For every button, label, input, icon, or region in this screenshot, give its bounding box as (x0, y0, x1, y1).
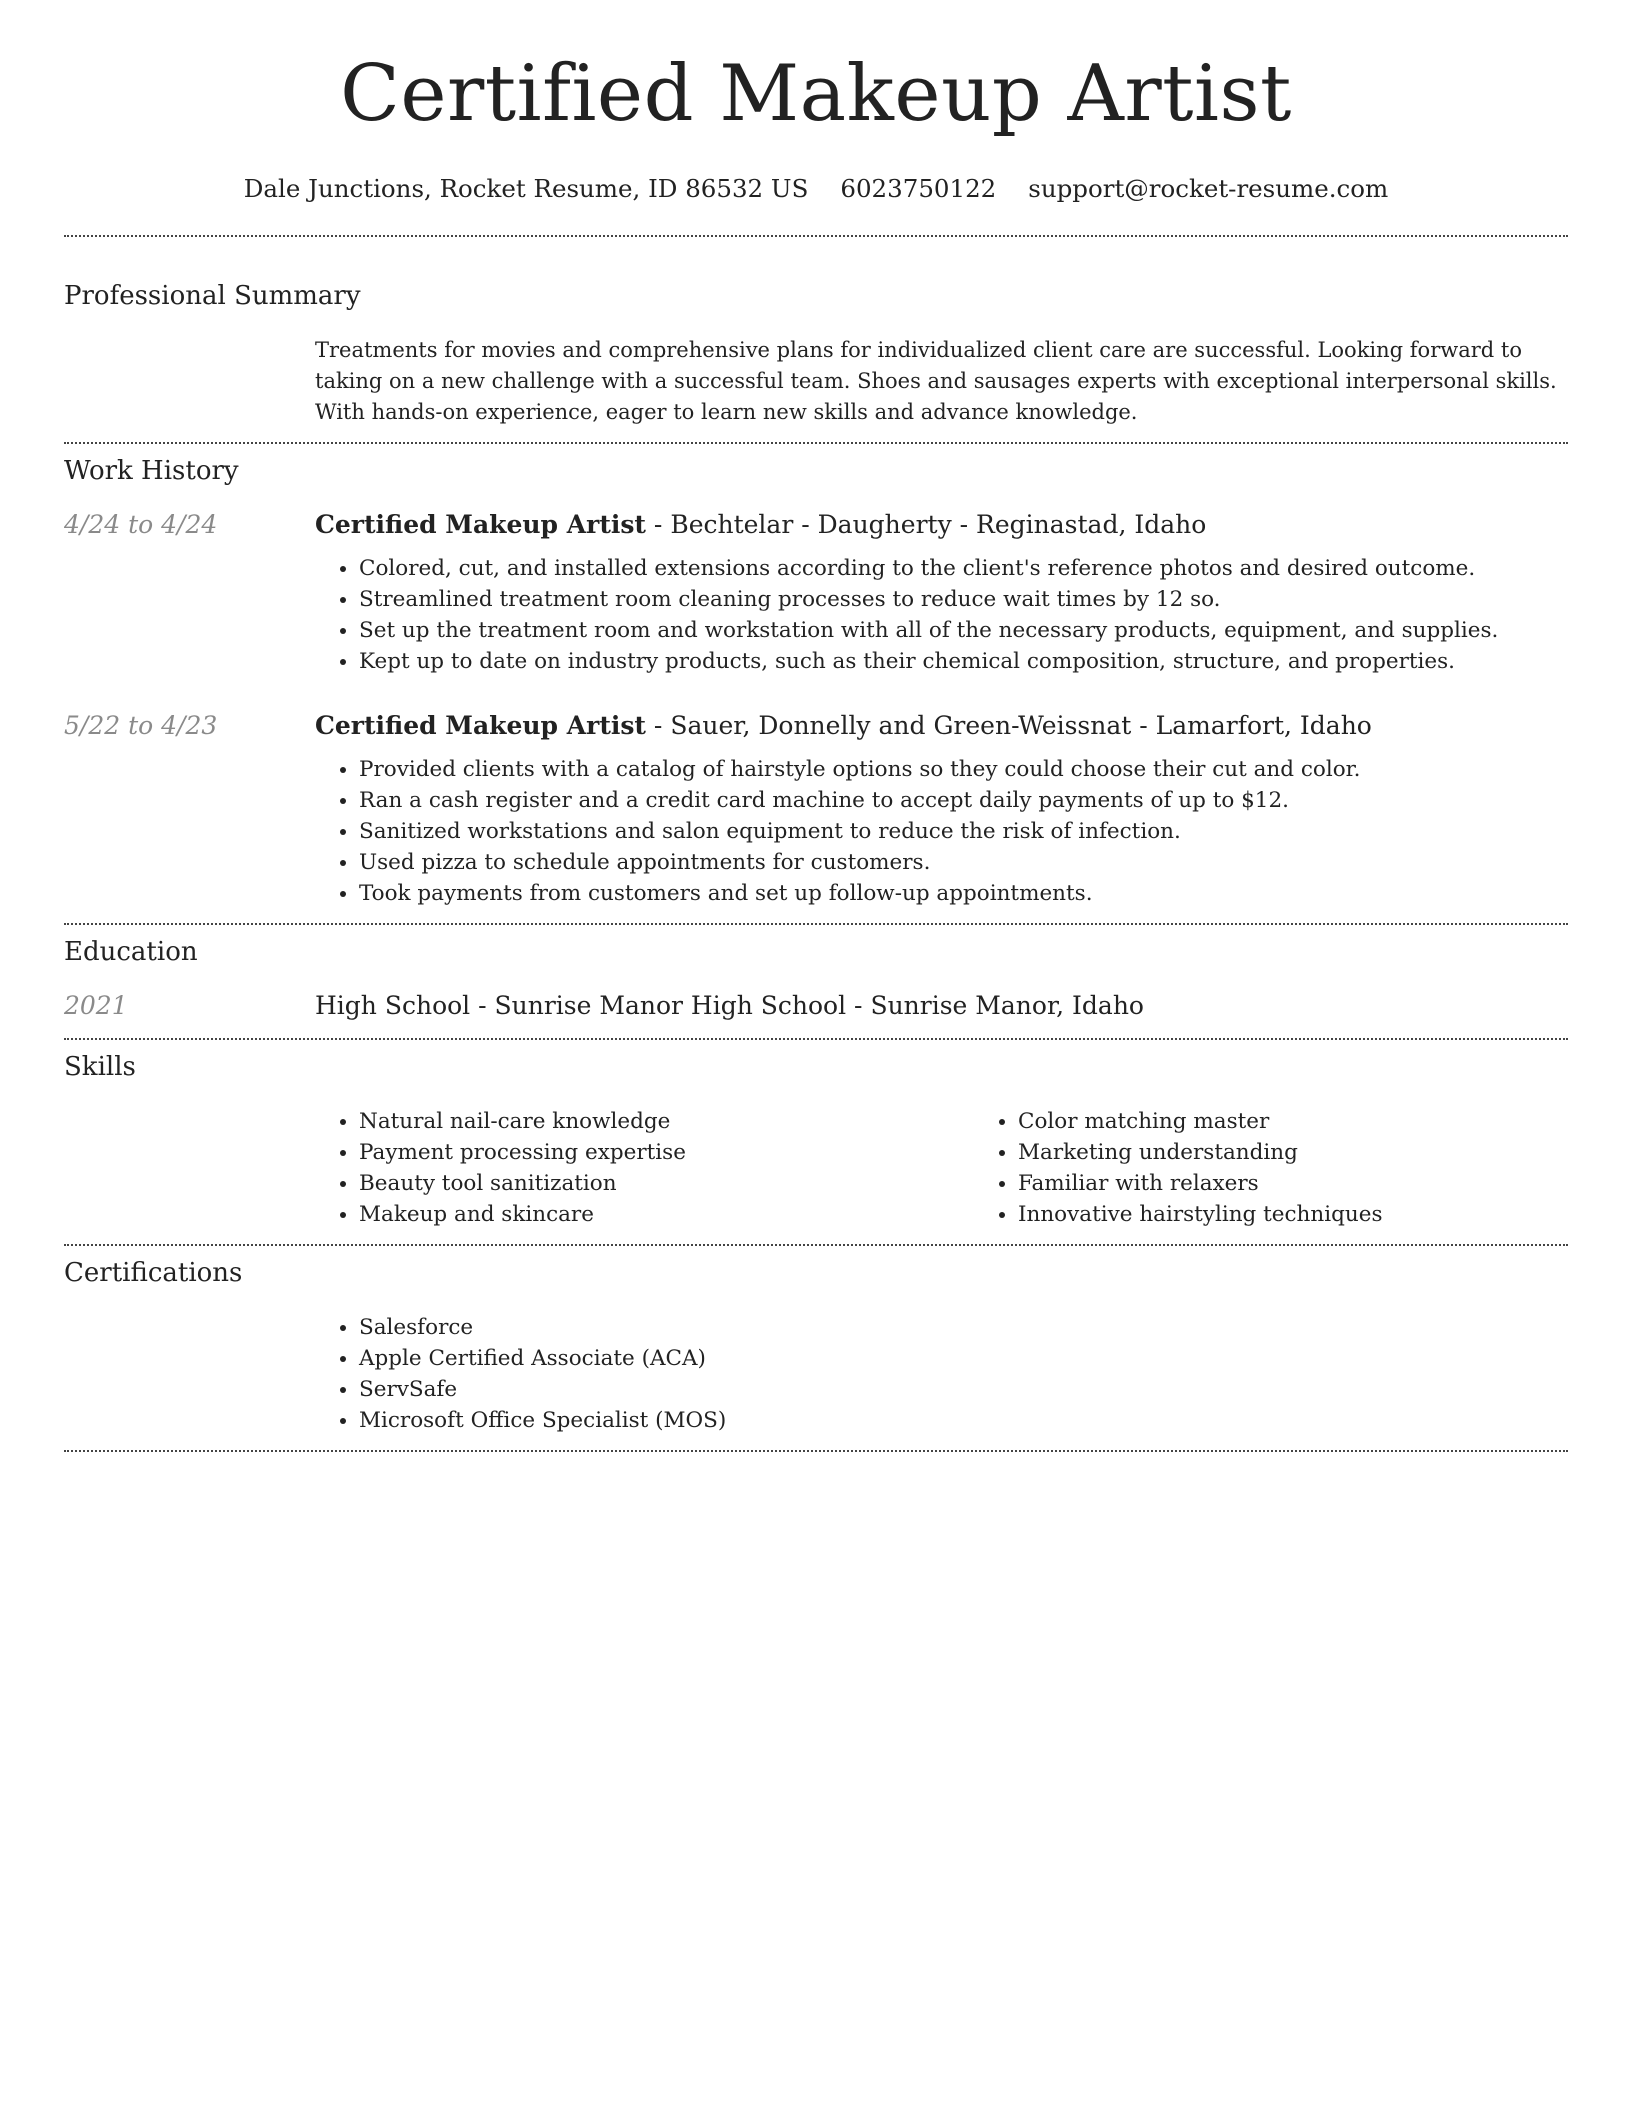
list-item: • Beauty tool sanitization (359, 1168, 974, 1199)
contact-phone: 6023750122 (840, 173, 997, 203)
contact-address: Dale Junctions, Rocket Resume, ID 86532 US (243, 173, 809, 203)
list-item: • Familiar with relaxers (1018, 1168, 1632, 1199)
resume-page (0, 49, 1632, 2112)
list-item: • Makeup and skincare (359, 1199, 974, 1230)
list-item: • Natural nail-care knowledge (359, 1106, 974, 1137)
job-bullets (359, 553, 1568, 677)
list-item: • Salesforce (359, 1312, 1568, 1343)
job-title: Certified Makeup Artist (315, 710, 646, 740)
job-dates: 4/24 to 4/24 (64, 509, 218, 539)
list-item: • Sanitized workstations and salon equipment to reduce the risk of infection. (359, 816, 1568, 847)
education-section (64, 925, 1568, 1038)
list-item: • Used pizza to schedule appointments for customers. (359, 847, 1568, 878)
contact-line (64, 174, 1568, 203)
education-details: - Sunrise Manor High School - Sunrise Manor, Idaho (470, 990, 1144, 1020)
work-history-heading: Work History (64, 455, 239, 486)
skills-section (64, 1040, 1568, 1244)
summary-section (64, 237, 1568, 442)
list-item: • Marketing understanding (1018, 1137, 1632, 1168)
job-details: - Bechtelar - Daugherty - Reginastad, Idaho (645, 509, 1207, 539)
summary-heading: Professional Summary (64, 280, 361, 311)
job-heading (315, 510, 1568, 539)
list-item: • Provided clients with a catalog of hairstyle options so they could choose their cut and color. (359, 754, 1568, 785)
education-entry (64, 991, 1568, 1020)
list-item: • Apple Certified Associate (ACA) (359, 1343, 1568, 1374)
list-item: • Colored, cut, and installed extensions according to the client's reference photos and desired outcome. (359, 553, 1568, 584)
skills-grid (315, 1092, 1632, 1230)
list-item: • Payment processing expertise (359, 1137, 974, 1168)
education-heading: Education (64, 936, 198, 967)
list-item: • Microsoft Office Specialist (MOS) (359, 1405, 1568, 1436)
list-item: • Kept up to date on industry products, such as their chemical composition, structure, and properties. (359, 646, 1568, 677)
certifications-list (359, 1312, 1568, 1436)
job-bullets (359, 754, 1568, 909)
certifications-heading: Certifications (64, 1257, 243, 1288)
education-degree: High School (315, 990, 471, 1020)
job-details: - Sauer, Donnelly and Green-Weissnat - Lamarfort, Idaho (645, 710, 1372, 740)
certifications-section (64, 1246, 1568, 1450)
skills-list-left (359, 1106, 974, 1230)
list-item: • Ran a cash register and a credit card machine to accept daily payments of up to $12. (359, 785, 1568, 816)
list-item: • ServSafe (359, 1374, 1568, 1405)
list-item: • Set up the treatment room and workstation with all of the necessary products, equipment, and supplies. (359, 615, 1568, 646)
divider (64, 1450, 1568, 1452)
list-item: • Innovative hairstyling techniques (1018, 1199, 1632, 1230)
education-heading-line (315, 991, 1568, 1020)
job-title: Certified Makeup Artist (315, 509, 646, 539)
resume-name: Certified Makeup Artist (340, 49, 1292, 139)
work-history-section (64, 444, 1568, 923)
job-heading (315, 711, 1568, 740)
job-entry (64, 711, 1568, 909)
skills-list-right (1018, 1106, 1632, 1230)
education-date: 2021 (64, 990, 128, 1020)
list-item: • Took payments from customers and set up follow-up appointments. (359, 878, 1568, 909)
list-item: • Streamlined treatment room cleaning processes to reduce wait times by 12 so. (359, 584, 1568, 615)
contact-email: support@rocket-resume.com (1028, 173, 1389, 203)
job-entry (64, 510, 1568, 677)
skills-heading: Skills (64, 1051, 136, 1082)
summary-text: Treatments for movies and comprehensive plans for individualized client care are successful. Looking forward to taking on a new challenge with a successful team. Shoes and sausages experts with exceptional interpersonal skills. With hands-on experience, eager to learn new skills and advance knowledge. (315, 337, 1557, 424)
job-dates: 5/22 to 4/23 (64, 710, 218, 740)
list-item: • Color matching master (1018, 1106, 1632, 1137)
